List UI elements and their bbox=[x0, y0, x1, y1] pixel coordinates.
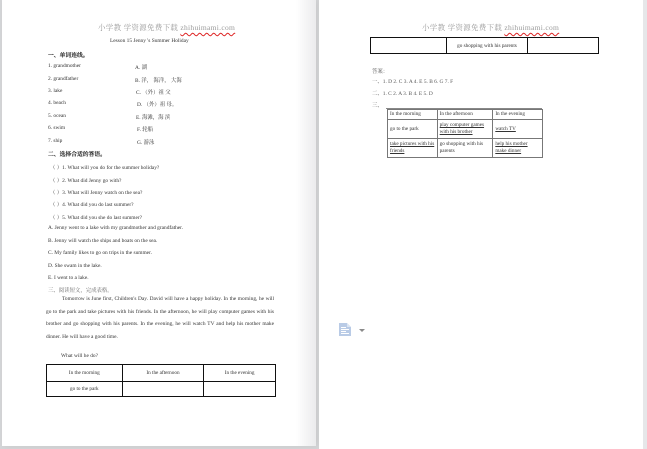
header-watermark bbox=[422, 22, 559, 33]
lesson-title: Lesson 15 Jenny 's Summer Holiday bbox=[110, 38, 189, 44]
section3-heading: 三、阅读短文，完成表格。 bbox=[48, 288, 113, 294]
table-row bbox=[47, 382, 276, 397]
match-meaning: E. 海滩，海 滨 bbox=[136, 115, 171, 121]
answer-option: B. Jenny will watch the ships and boats on the sea. bbox=[48, 238, 158, 244]
question-item: （ ）1. What will you do for the summer holiday? bbox=[50, 165, 160, 171]
answer-cell: go to the park bbox=[388, 120, 438, 139]
table-cell bbox=[371, 38, 447, 54]
answer-table-row bbox=[388, 120, 543, 139]
question-item: （ ）5. What did you she do last summer? bbox=[50, 215, 143, 221]
answer-table-header-row bbox=[388, 110, 543, 120]
answer-cell: go shopping with his parents bbox=[437, 139, 493, 158]
reading-passage: Tomorrow is June first, Children's Day. David will have a happy holiday. In the morning, he will go to the park and take pictures with his friends. In the afternoon, he will play computer games with his brother and go shopping with his parents. In the evening, he will watch TV and help his mother make dinner. He will have a good time. bbox=[46, 296, 274, 340]
match-word: 2. grandfather bbox=[48, 76, 79, 82]
match-meaning: D. （外）祖 母。 bbox=[137, 102, 178, 108]
answer-header-cell: In the morning bbox=[388, 110, 438, 120]
fill-in-table bbox=[46, 364, 276, 397]
answer-cell: help his mother make dinner bbox=[493, 139, 543, 158]
section1-heading: 一、单词连线。 bbox=[48, 53, 89, 59]
dropdown-caret-icon[interactable] bbox=[359, 329, 365, 332]
answer-option: C. My family likes to go on trips in the summer. bbox=[48, 250, 152, 256]
match-meaning: A. 湖 bbox=[135, 65, 147, 71]
table-header-row bbox=[47, 365, 276, 382]
watermark-url: zhihuimami.com bbox=[180, 23, 236, 32]
match-meaning: B. 洋， 海洋， 大海 bbox=[135, 78, 182, 84]
question-item: （ ）3. What will Jenny watch on the sea? bbox=[50, 190, 143, 196]
match-word: 5. ocean bbox=[48, 113, 66, 119]
answer-table bbox=[387, 109, 543, 158]
question-item: （ ）4. What did you do last summer? bbox=[50, 202, 134, 208]
answers-label: 答案： bbox=[372, 69, 389, 75]
table-header-cell: In the morning bbox=[47, 365, 123, 382]
table-cell bbox=[528, 38, 599, 54]
table-header-cell: In the evening bbox=[204, 365, 276, 382]
table-cell bbox=[204, 382, 276, 397]
answers-section2: 二、1. C 2. A 3. B 4. E 5. D bbox=[372, 91, 433, 97]
answers-section1: 一、1. D 2. C 3. A 4. E 5. B 6. G 7. F bbox=[372, 79, 454, 85]
page-edge-shadow bbox=[296, 0, 316, 446]
answer-option: D. She swam in the lake. bbox=[48, 263, 102, 269]
match-word: 6. swim bbox=[48, 125, 66, 131]
answer-option: A. Jenny went to a lake with my grandmother and grandfather. bbox=[48, 225, 184, 231]
match-word: 1. grandmother bbox=[48, 63, 81, 69]
answer-cell: watch TV bbox=[493, 120, 543, 139]
answer-cell: play computer games with his brother bbox=[437, 120, 493, 139]
match-meaning: G. 游泳 bbox=[137, 140, 155, 146]
watermark-url: zhihuimami.com bbox=[504, 23, 560, 32]
scrollbar-track[interactable] bbox=[643, 0, 647, 449]
match-meaning: C. （外）祖 父 bbox=[136, 90, 171, 96]
answer-header-cell: In the afternoon bbox=[437, 110, 493, 120]
document-page-2 bbox=[319, 0, 643, 449]
table-cell: go shopping with his parents bbox=[446, 38, 528, 54]
answer-header-cell: In the evening bbox=[493, 110, 543, 120]
answer-option: E. I went to a lake. bbox=[48, 275, 89, 281]
match-word: 7. ship bbox=[48, 138, 63, 144]
fill-in-table-continued bbox=[370, 37, 599, 54]
table-header-cell: In the afternoon bbox=[122, 365, 204, 382]
table-cell bbox=[122, 382, 204, 397]
table-cell: go to the park bbox=[47, 382, 123, 397]
match-word: 4. beach bbox=[48, 100, 66, 106]
match-word: 3. lake bbox=[48, 88, 63, 94]
watermark-prefix: 小学教 学资源免费下载 bbox=[98, 23, 181, 32]
question-item: （ ）2. What did Jenny go with? bbox=[50, 178, 122, 184]
table-row bbox=[371, 38, 599, 54]
document-paste-options-icon[interactable] bbox=[339, 323, 351, 336]
watermark-prefix: 小学教 学资源免费下载 bbox=[422, 23, 505, 32]
match-meaning: F. 轮船 bbox=[137, 127, 154, 133]
header-watermark bbox=[98, 22, 235, 33]
document-page-1 bbox=[2, 0, 316, 446]
table-question: What will he do? bbox=[61, 353, 98, 359]
answers-section3-label: 三、 bbox=[372, 103, 383, 109]
section2-heading: 二、选择合适的答语。 bbox=[48, 152, 106, 158]
answer-cell: take pictures with his friends bbox=[388, 139, 438, 158]
answer-table-row bbox=[388, 139, 543, 158]
